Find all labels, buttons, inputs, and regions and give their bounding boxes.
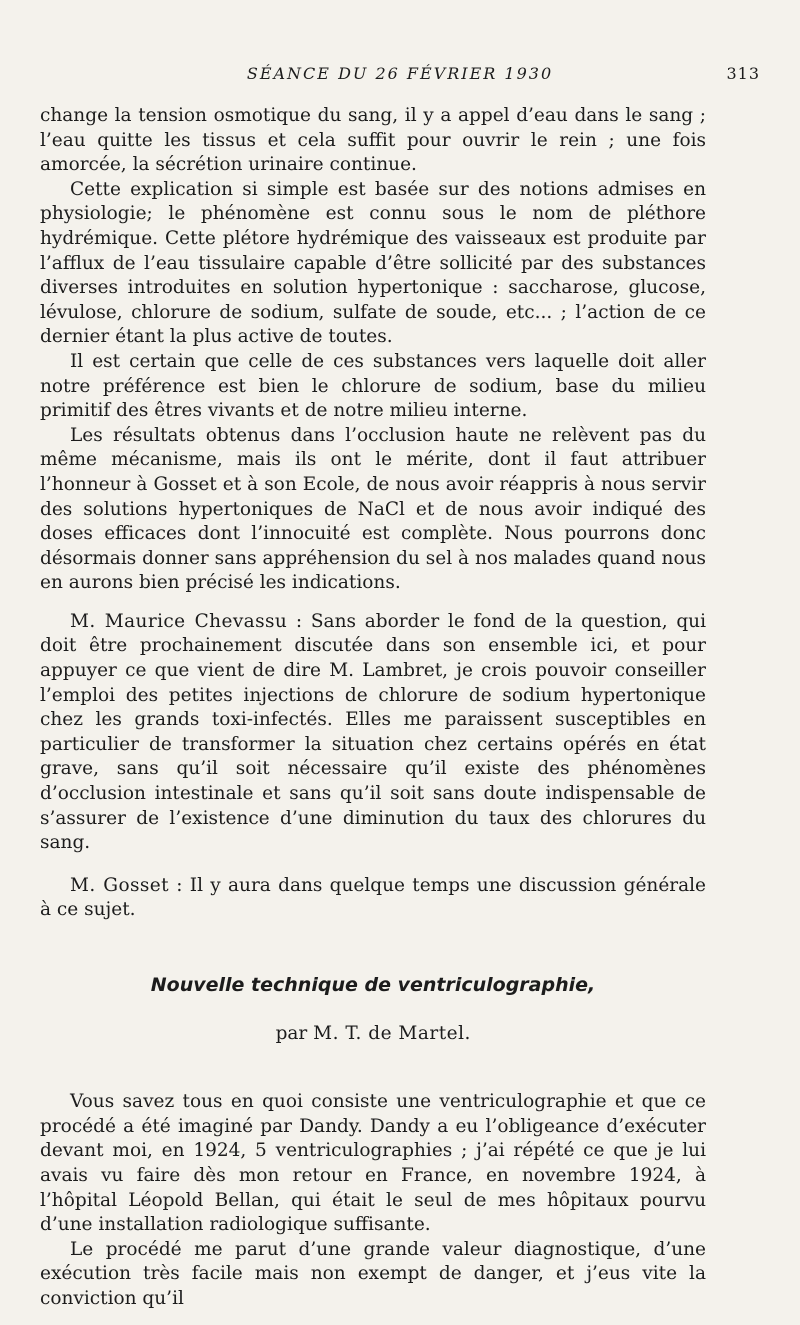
- speaker-name: M. Maurice Chevassu: [70, 610, 288, 632]
- paragraph-chlorure: Il est certain que celle de ces substances vers laquelle doit aller notre préférence est bien le chlorure de sodium, base du milieu primitif des êtres vivants et de notre milieu interne.: [40, 350, 706, 422]
- byline: [40, 1022, 706, 1047]
- article-paragraph: Vous savez tous en quoi consiste une ventriculographie et que ce procédé a été imaginé par Dandy. Dandy a eu l’obligeance d’exécuter devant moi, en 1924, 5 ventriculographies ; j’ai répété ce que je lui avais vu faire dès mon retour en France, en novembre 1924, à l’hôpital Léopold Bellan, qui était le seul de mes hôpitaux pourvu d’une installation radiologique suffisante.: [40, 1091, 706, 1236]
- byline-prefix: par: [275, 1022, 314, 1044]
- intervention-chevassu: [40, 610, 706, 856]
- intervention-text: : Il y aura dans quelque temps une discussion générale à ce sujet.: [40, 874, 707, 921]
- section-title: Nouvelle technique de ventriculographie,: [150, 974, 596, 996]
- page-number: 313: [726, 64, 760, 83]
- intervention-gosset: [40, 874, 706, 923]
- paragraph-explication: Cette explication si simple est basée sur des notions admises en physiologie; le phénomène est connu sous le nom de pléthore hydrémique. Cette plétore hydrémique des vaisseaux est produite par l’afflux de l’eau tissulaire capable d’être sollicité par des substances diverses introduites en solution hypertonique : saccharose, glucose, lévulose, chlorure de sodium, sulfate de soude, etc... ; l’action de ce dernier étant la plus active de toutes.: [40, 178, 706, 348]
- running-header: [40, 60, 760, 86]
- byline-author: M. T. de Martel: [313, 1022, 465, 1044]
- speaker-name: M. Gosset: [70, 874, 169, 896]
- article-paragraph: Le procédé me parut d’une grande valeur diagnostique, d’une exécution très facile mais non exempt de danger, et j’eus vite la conviction qu’il: [40, 1238, 706, 1309]
- byline-suffix: .: [464, 1022, 471, 1044]
- text-body: [40, 104, 706, 1312]
- running-title: SÉANCE DU 26 FÉVRIER 1930: [246, 64, 554, 83]
- intervention-text: : Sans aborder le fond de la question, qui doit être prochainement discutée dans son ensemble ici, et pour appuyer ce que vient de dire M. Lambret, je crois pouvoir conseiller l’emploi des petites injections de chlorure de sodium hypertonique chez les grands toxi-infectés. Elles me paraissent susceptibles en particulier de transformer la situation chez certains opérés en état grave, sans qu’il soit nécessaire qu’il existe des phénomènes d’occlusion intestinale et sans qu’il soit sans doute indispensable de s’assurer de l’existence d’une diminution du taux des chlorures du sang.: [40, 610, 706, 854]
- paragraph-continuation: change la tension osmotique du sang, il y a appel d’eau dans le sang ; l’eau quitte les tissus et cela suffit pour ouvrir le rein ; une fois amorcée, la sécrétion urinaire continue.: [40, 105, 706, 176]
- paragraph-resultats: Les résultats obtenus dans l’occlusion haute ne relèvent pas du même mécanisme, mais ils ont le mérite, dont il faut attribuer l’honneur à Gosset et à son Ecole, de nous avoir réappris à nous servir des solutions hypertoniques de NaCl et de nous avoir indiqué des doses efficaces dont l’innocuité est complète. Nous pourrons donc désormais donner sans appréhension du sel à nos malades quand nous en aurons bien précisé les indications.: [40, 424, 706, 594]
